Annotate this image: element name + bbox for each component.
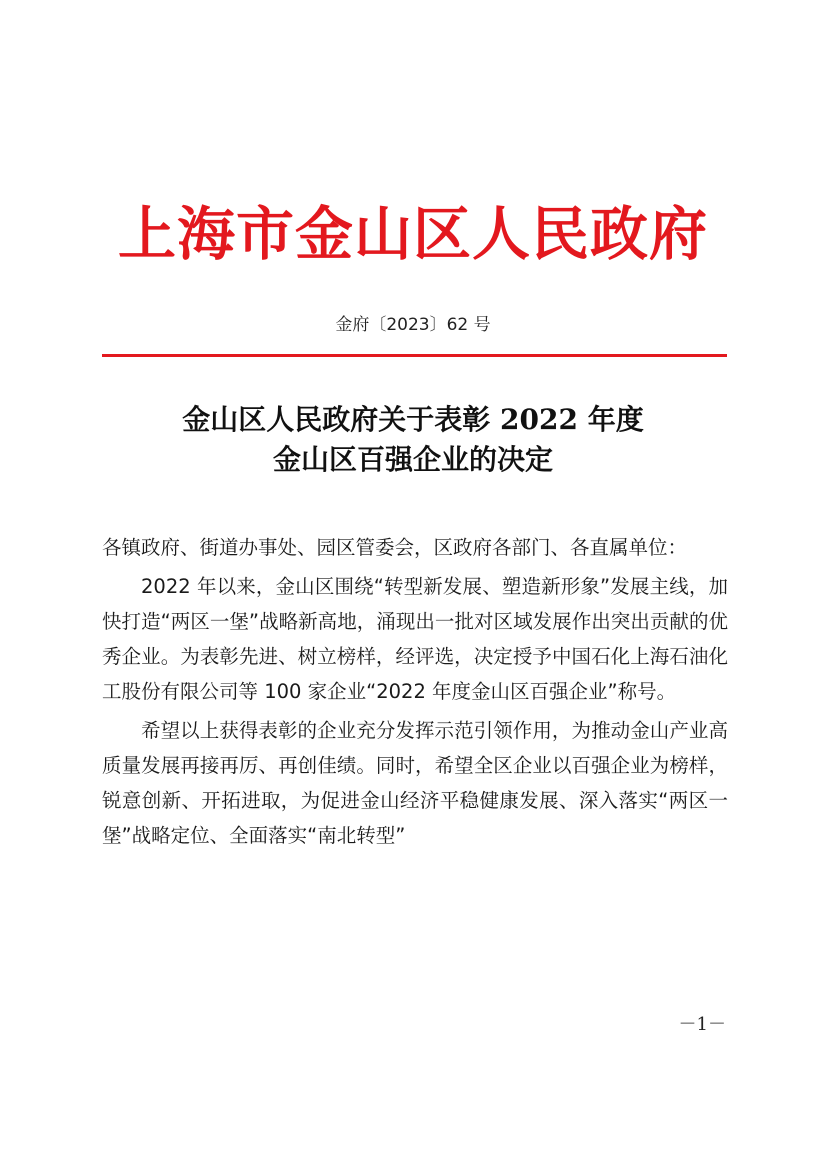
body-paragraph-1: 2022 年以来，金山区围绕“转型新发展、塑造新形象”发展主线，加快打造“两区一堡”战略新高地，涌现出一批对区域发展作出突出贡献的优秀企业。为表彰先进、树立榜样，经评选，决定授予中国石化上海石油化工股份有限公司等 100 家企业“2022 年度金山区百强企业”称号。 bbox=[102, 575, 728, 703]
document-heading bbox=[0, 400, 826, 480]
issuing-authority-title: 上海市金山区人民政府 bbox=[117, 200, 708, 268]
heading-line-2: 金山区百强企业的决定 bbox=[272, 443, 553, 476]
addressee: 各镇政府、街道办事处、园区管委会，区政府各部门、各直属单位： bbox=[102, 536, 688, 559]
document-number: 金府〔2023〕62 号 bbox=[335, 315, 491, 335]
heading-line-1: 金山区人民政府关于表彰 2022 年度 bbox=[182, 403, 644, 436]
red-divider-line bbox=[102, 354, 727, 357]
body-paragraph-2: 希望以上获得表彰的企业充分发挥示范引领作用，为推动金山产业高质量发展再接再厉、再创佳绩。同时，希望全区企业以百强企业为榜样，锐意创新、开拓进取，为促进金山经济平稳健康发展、深入落实“两区一堡”战略定位、全面落实“南北转型” bbox=[102, 719, 728, 847]
document-body bbox=[102, 530, 728, 853]
page-number: －1－ bbox=[678, 1014, 726, 1035]
